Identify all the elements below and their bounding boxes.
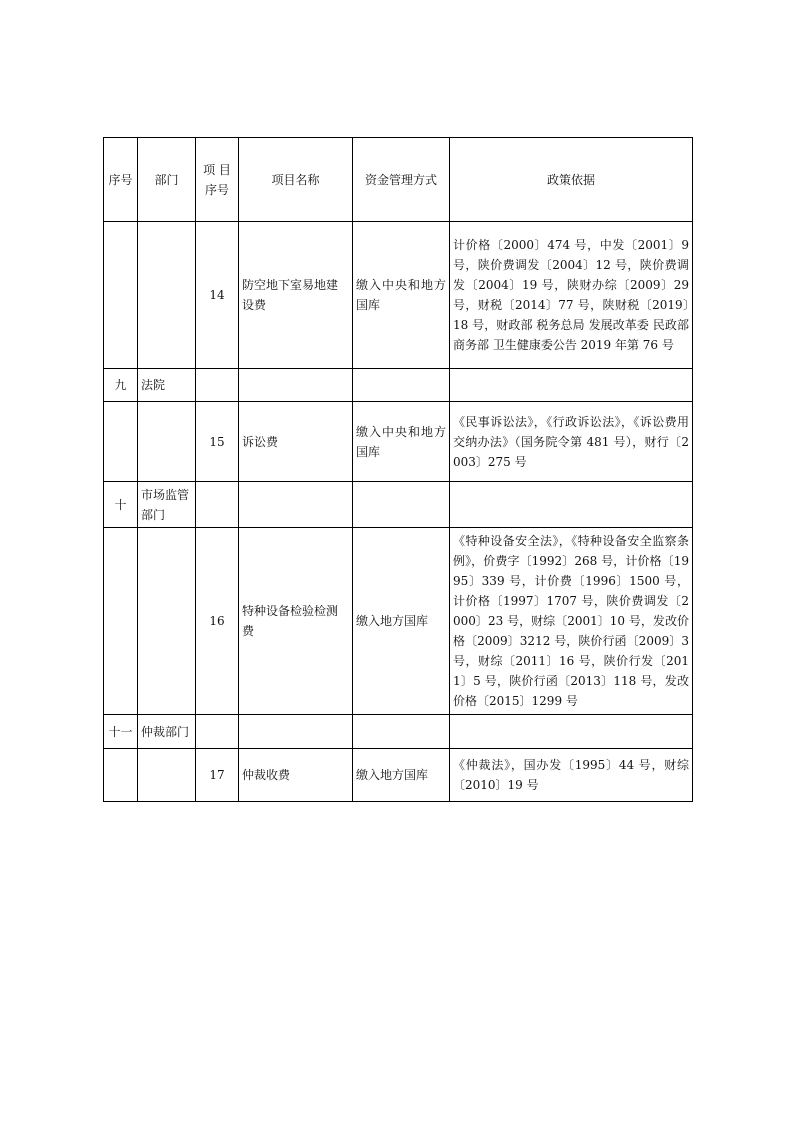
cell-fund-mgmt: [353, 369, 450, 402]
table-row: [104, 402, 693, 482]
cell-fund-mgmt: 缴入中央和地方国库: [353, 402, 450, 482]
cell-dept: 市场监管部门: [138, 482, 196, 528]
cell-policy: 《仲裁法》，国办发〔1995〕44 号，财综〔2010〕19 号: [450, 749, 693, 802]
cell-dept: 仲裁部门: [138, 715, 196, 749]
table-row: [104, 715, 693, 749]
cell-dept: 法院: [138, 369, 196, 402]
header-item-name: 项目名称: [239, 138, 353, 222]
cell-seq: 九: [104, 369, 138, 402]
cell-policy: 《民事诉讼法》，《行政诉讼法》，《诉讼费用交纳办法》（国务院令第 481 号），财行〔2003〕275 号: [450, 402, 693, 482]
cell-dept: [138, 222, 196, 369]
header-policy: 政策依据: [450, 138, 693, 222]
cell-item-name: 防空地下室易地建设费: [239, 222, 353, 369]
table-row: [104, 528, 693, 715]
cell-item-name: 诉讼费: [239, 402, 353, 482]
cell-fund-mgmt: [353, 482, 450, 528]
cell-item-no: [196, 482, 239, 528]
table-row: [104, 482, 693, 528]
cell-policy: 计价格〔2000〕474 号，中发〔2001〕9 号，陕价费调发〔2004〕12 号，陕价费调发〔2004〕19 号，陕财办综〔2009〕29 号，财税〔2014〕77 号，陕财税〔2019〕18 号，财政部 税务总局 发展改革委 民政部 商务部 卫生健康委公告 2019 年第 76 号: [450, 222, 693, 369]
header-dept: 部门: [138, 138, 196, 222]
cell-policy: [450, 482, 693, 528]
cell-fund-mgmt: 缴入地方国库: [353, 749, 450, 802]
table-header-row: [104, 138, 693, 222]
cell-seq: [104, 749, 138, 802]
cell-item-no: 16: [196, 528, 239, 715]
cell-dept: [138, 528, 196, 715]
cell-item-name: [239, 369, 353, 402]
cell-seq: 十一: [104, 715, 138, 749]
table-row: [104, 749, 693, 802]
header-item-no-line2: 序号: [204, 182, 229, 197]
fee-table: [103, 137, 693, 802]
cell-dept: [138, 749, 196, 802]
cell-seq: 十: [104, 482, 138, 528]
cell-dept: [138, 402, 196, 482]
cell-fund-mgmt: 缴入中央和地方国库: [353, 222, 450, 369]
cell-item-name: 仲裁收费: [239, 749, 353, 802]
cell-policy: [450, 369, 693, 402]
table-row: [104, 369, 693, 402]
table-row: [104, 222, 693, 369]
cell-item-name: 特种设备检验检测费: [239, 528, 353, 715]
cell-fund-mgmt: [353, 715, 450, 749]
cell-item-no: [196, 715, 239, 749]
cell-seq: [104, 402, 138, 482]
cell-seq: [104, 528, 138, 715]
cell-item-no: 15: [196, 402, 239, 482]
cell-item-no: 17: [196, 749, 239, 802]
cell-item-no: 14: [196, 222, 239, 369]
cell-policy: [450, 715, 693, 749]
header-seq: 序号: [104, 138, 138, 222]
cell-seq: [104, 222, 138, 369]
header-fund-mgmt: 资金管理方式: [353, 138, 450, 222]
cell-item-name: [239, 715, 353, 749]
cell-item-name: [239, 482, 353, 528]
header-item-no: [196, 138, 239, 222]
cell-item-no: [196, 369, 239, 402]
cell-policy: 《特种设备安全法》，《特种设备安全监察条例》，价费字〔1992〕268 号，计价格〔1995〕339 号，计价费〔1996〕1500 号，计价格〔1997〕1707 号，陕价费调发〔2000〕23 号，财综〔2001〕10 号，发改价格〔2009〕3212 号，陕价行函〔2009〕3 号，财综〔2011〕16 号，陕价行发〔2011〕5 号，陕价行函〔2013〕118 号，发改价格〔2015〕1299 号: [450, 528, 693, 715]
header-item-no-line1: 项 目: [203, 162, 231, 177]
cell-fund-mgmt: 缴入地方国库: [353, 528, 450, 715]
